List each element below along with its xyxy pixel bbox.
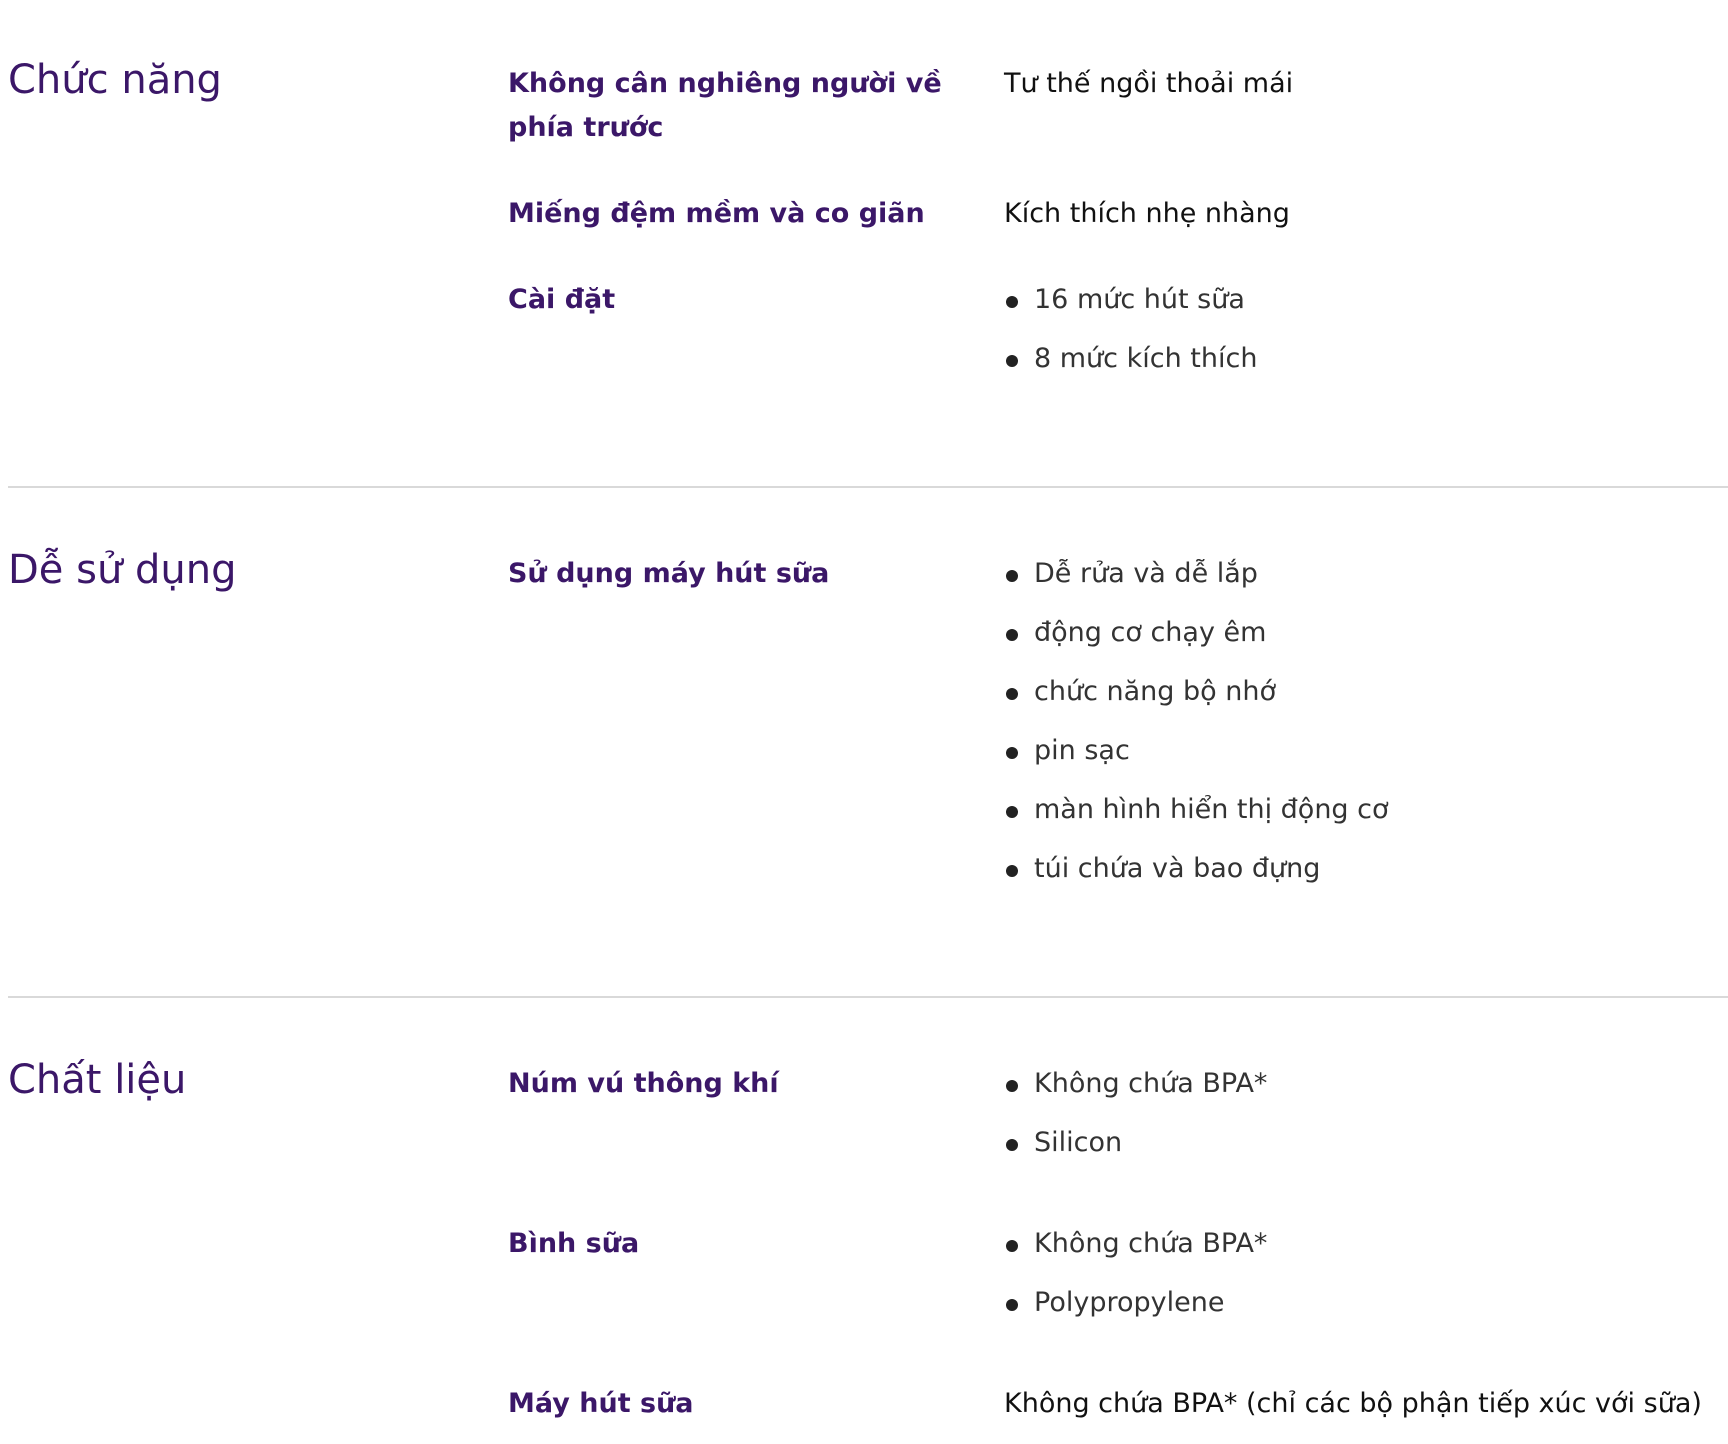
bullet-item: túi chứa và bao đựng	[1004, 847, 1724, 891]
bullet-item: pin sạc	[1004, 729, 1724, 773]
bullet-list	[1004, 278, 1724, 381]
bullet-item: 8 mức kích thích	[1004, 337, 1724, 381]
bullet-list	[1004, 1222, 1724, 1325]
spec-label: Bình sữa	[508, 1228, 640, 1259]
bullet-list	[1004, 552, 1724, 891]
spec-value-list	[1004, 278, 1724, 396]
spec-value: Tư thế ngồi thoải mái	[1004, 68, 1294, 99]
spec-value: Không chứa BPA* (chỉ các bộ phận tiếp xúc với sữa)	[1004, 1388, 1702, 1419]
spec-label: Miếng đệm mềm và co giãn	[508, 198, 925, 229]
bullet-item: 16 mức hút sữa	[1004, 278, 1724, 322]
bullet-item: Dễ rửa và dễ lắp	[1004, 552, 1724, 596]
section-title: Chức năng	[8, 57, 222, 103]
spec-value: Kích thích nhẹ nhàng	[1004, 198, 1290, 229]
spec-label: Cài đặt	[508, 284, 616, 315]
bullet-item: màn hình hiển thị động cơ	[1004, 788, 1724, 832]
spec-label: Núm vú thông khí	[508, 1068, 779, 1099]
bullet-item: Không chứa BPA*	[1004, 1062, 1724, 1106]
section-divider	[8, 996, 1728, 998]
bullet-item: động cơ chạy êm	[1004, 611, 1724, 655]
bullet-item: chức năng bộ nhớ	[1004, 670, 1724, 714]
section-divider	[8, 486, 1728, 488]
bullet-item: Silicon	[1004, 1121, 1724, 1165]
section-title: Dễ sử dụng	[8, 547, 237, 593]
spec-value-list	[1004, 1062, 1724, 1180]
spec-label: Không cân nghiêng người về phía trước	[508, 68, 942, 143]
spec-label: Sử dụng máy hút sữa	[508, 558, 830, 589]
section-title: Chất liệu	[8, 1057, 187, 1103]
bullet-item: Polypropylene	[1004, 1281, 1724, 1325]
spec-value-list	[1004, 1222, 1724, 1340]
bullet-list	[1004, 1062, 1724, 1165]
spec-value-list	[1004, 552, 1724, 906]
spec-label: Máy hút sữa	[508, 1388, 694, 1419]
bullet-item: Không chứa BPA*	[1004, 1222, 1724, 1266]
